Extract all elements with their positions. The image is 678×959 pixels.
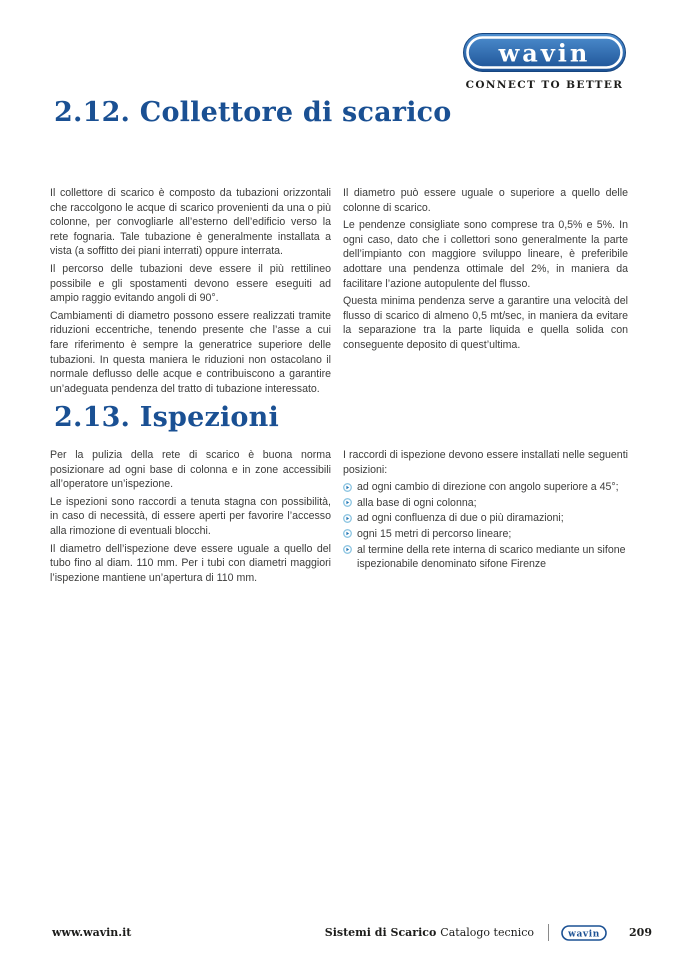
footer-website: www.wavin.it xyxy=(52,926,132,939)
paragraph: Questa minima pendenza serve a garantire una velocità del flusso di scarico di almeno 0,5 mt/sec, in maniera da evitare la separazione tra la parte liquida e quella solida con conseguente deposito di quest’ultima. xyxy=(343,295,628,351)
list-item xyxy=(343,496,628,511)
list-item-text: ad ogni confluenza di due o più diramazioni; xyxy=(357,512,564,525)
section-title-2-12: 2.12. Collettore di scarico xyxy=(54,97,452,128)
section-title-2-13: 2.13. Ispezioni xyxy=(54,402,279,433)
section-2-12-left-column xyxy=(50,186,331,399)
page-footer xyxy=(52,924,652,941)
footer-series-title: Sistemi di Scarico xyxy=(324,926,437,939)
list-item-text: ad ogni cambio di direzione con angolo superiore a 45°; xyxy=(357,481,619,494)
list-item-text: alla base di ogni colonna; xyxy=(357,496,477,509)
inspection-positions-list xyxy=(343,480,628,572)
footer-catalog-title: Catalogo tecnico xyxy=(440,926,535,939)
bullet-circle-icon xyxy=(343,545,352,554)
section-2-12-body xyxy=(50,186,628,399)
list-item-text: al termine della rete interna di scarico mediante un sifone ispezionabile denominato sifone Firenze xyxy=(357,543,626,571)
paragraph: Il diametro dell’ispezione deve essere uguale a quello del tubo fino al diam. 110 mm. Per i tubi con diametri maggiori l’ispezione mantiene un’apertura di 110 mm. xyxy=(50,542,331,584)
list-item-text: ogni 15 metri di percorso lineare; xyxy=(357,527,512,540)
wavin-logo xyxy=(463,33,626,72)
section-2-13-right-column xyxy=(343,448,628,588)
paragraph: Per la pulizia della rete di scarico è buona norma posizionare ad ogni base di colonna e in zone accessibili all’operatore un’ispezione. xyxy=(50,449,331,491)
bullet-circle-icon xyxy=(343,498,352,507)
bullet-list-intro: I raccordi di ispezione devono essere installati nelle seguenti posizioni: xyxy=(343,449,628,476)
wavin-footer-logo-text: wavin xyxy=(568,929,600,939)
bullet-circle-icon xyxy=(343,529,352,538)
paragraph: Il diametro può essere uguale o superiore a quello delle colonne di scarico. xyxy=(343,187,628,214)
section-2-13-body xyxy=(50,448,628,588)
header xyxy=(463,33,626,91)
paragraph: Cambiamenti di diametro possono essere realizzati tramite riduzioni eccentriche, tenendo presente che l’asse a cui fare riferimento è sempre la generatrice superiore delle tubazioni. In questa maniera le riduzioni non ostacolano il normale deflusso delle acque e contribuiscono a garantire un’adeguata pendenza del tratto di tubazione interessato. xyxy=(50,309,331,395)
brand-tagline: CONNECT TO BETTER xyxy=(465,79,624,91)
paragraph: Le ispezioni sono raccordi a tenuta stagna con possibilità, in caso di necessità, di essere aperti per favorire l’accesso alla rimozione di eventuali blocchi. xyxy=(50,495,331,537)
section-2-12-right-column xyxy=(343,186,628,399)
list-item xyxy=(343,511,628,526)
paragraph: Il collettore di scarico è composto da tubazioni orizzontali che raccolgono le acque di scarico provenienti da una o più colonne, per convogliarle all’esterno dell’edificio verso la rete fognaria. Tale tubazione è generalmente installata a vista (a soffitto dei piani interrati) oppure interrata. xyxy=(50,187,331,258)
bullet-circle-icon xyxy=(343,483,352,492)
wavin-logo-text: wavin xyxy=(498,38,591,68)
page-number: 209 xyxy=(629,926,652,939)
paragraph: Le pendenze consigliate sono comprese tra 0,5% e 5%. In ogni caso, dato che i collettori sono generalmente la parte dell’impianto con maggiore sviluppo lineare, è preferibile adottare una pendenza ottimale del 2%, in maniera da facilitare l’azione autopulente del flusso. xyxy=(343,219,628,290)
section-2-13-left-column xyxy=(50,448,331,588)
list-item xyxy=(343,543,628,572)
list-item xyxy=(343,480,628,495)
list-item xyxy=(343,527,628,542)
wavin-footer-logo xyxy=(561,925,607,941)
bullet-circle-icon xyxy=(343,514,352,523)
footer-divider xyxy=(548,924,549,941)
paragraph: Il percorso delle tubazioni deve essere il più rettilineo possibile e gli spostamenti devono essere eseguiti ad ampio raggio evitando angoli di 90°. xyxy=(50,262,331,305)
